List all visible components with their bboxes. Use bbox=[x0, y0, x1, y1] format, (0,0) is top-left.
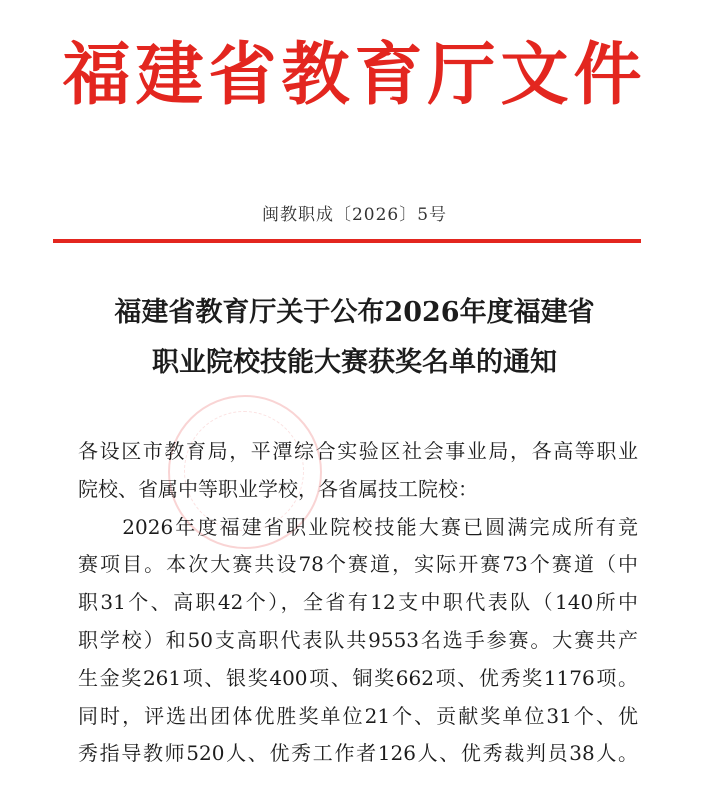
body-line-6: 职学校）和50支高职代表队共9553名选手参赛。大赛共产 bbox=[78, 627, 638, 652]
document-number: 闽教职成〔2026〕5号 bbox=[261, 205, 448, 225]
body-line-3: 2026年度福建省职业院校技能大赛已圆满完成所有竞 bbox=[78, 514, 638, 539]
body-line-1: 各设区市教育局，平潭综合实验区社会事业局，各高等职业 bbox=[78, 439, 638, 463]
body-line-4: 赛项目。本次大赛共设78个赛道，实际开赛73个赛道（中 bbox=[78, 552, 638, 577]
body-line-5: 职31个、高职42个），全省有12支中职代表队（140所中 bbox=[78, 590, 638, 615]
document-body bbox=[78, 433, 638, 773]
title-line-2: 职业院校技能大赛获奖名单的通知 bbox=[152, 347, 557, 378]
red-divider-line bbox=[53, 239, 641, 243]
document-masthead: 福建省教育厅文件 bbox=[62, 35, 647, 115]
body-line-2: 院校、省属中等职业学校，各省属技工院校： bbox=[78, 476, 478, 501]
title-line-1: 福建省教育厅关于公布2026年度福建省 bbox=[114, 297, 595, 328]
body-line-7: 生金奖261项、银奖400项、铜奖662项、优秀奖1176项。 bbox=[78, 665, 638, 690]
document-title bbox=[0, 288, 709, 388]
body-line-9: 秀指导教师520人、优秀工作者126人、优秀裁判员38人。 bbox=[78, 741, 638, 766]
body-line-8: 同时，评选出团体优胜奖单位21个、贡献奖单位31个、优 bbox=[78, 703, 638, 728]
